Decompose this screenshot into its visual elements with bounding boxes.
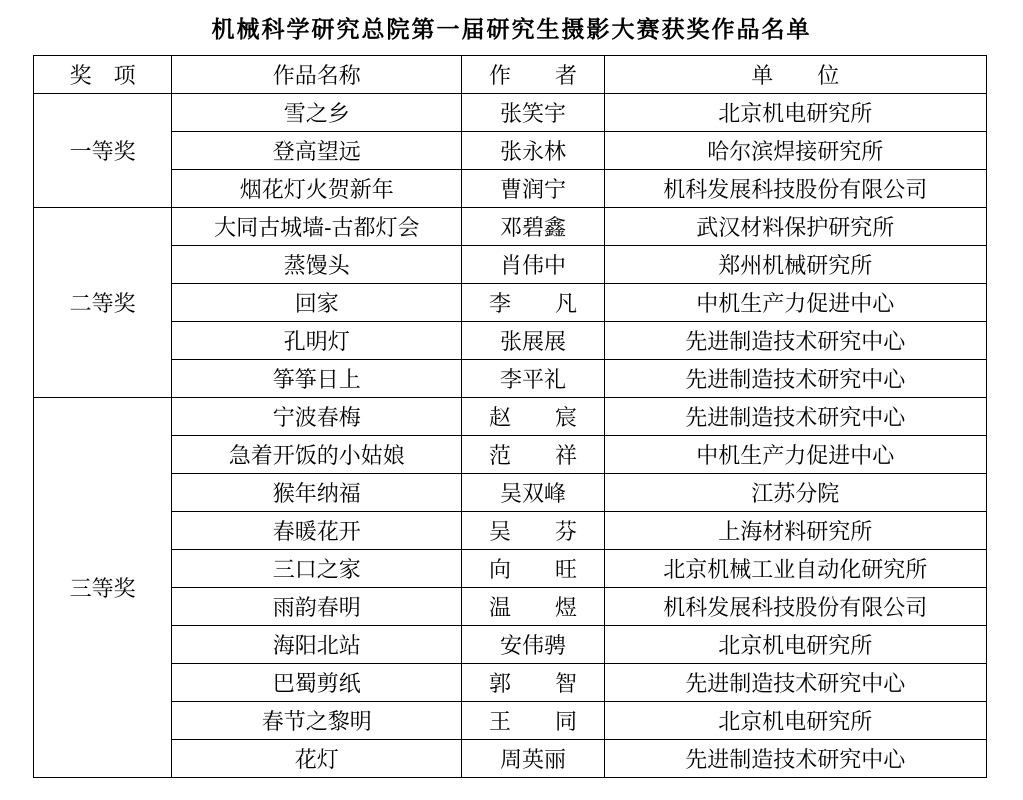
work-name: 花灯 bbox=[172, 740, 462, 778]
table-row bbox=[34, 284, 987, 322]
author-name: 温 煜 bbox=[462, 588, 604, 626]
work-name: 三口之家 bbox=[172, 550, 462, 588]
work-name: 海阳北站 bbox=[172, 626, 462, 664]
author-name: 肖伟中 bbox=[462, 246, 604, 284]
unit-name: 机科发展科技股份有限公司 bbox=[604, 588, 986, 626]
table-row bbox=[34, 246, 987, 284]
unit-name: 中机生产力促进中心 bbox=[604, 284, 986, 322]
author-name: 周英丽 bbox=[462, 740, 604, 778]
table-row bbox=[34, 436, 987, 474]
author-name: 邓碧鑫 bbox=[462, 208, 604, 246]
work-name: 登高望远 bbox=[172, 132, 462, 170]
unit-name: 北京机电研究所 bbox=[604, 94, 986, 132]
work-name: 孔明灯 bbox=[172, 322, 462, 360]
header-unit: 单 位 bbox=[604, 56, 986, 94]
author-name: 赵 宸 bbox=[462, 398, 604, 436]
unit-name: 先进制造技术研究中心 bbox=[604, 398, 986, 436]
unit-name: 郑州机械研究所 bbox=[604, 246, 986, 284]
author-name: 吴 芬 bbox=[462, 512, 604, 550]
table-header-row bbox=[34, 56, 987, 94]
work-name: 春节之黎明 bbox=[172, 702, 462, 740]
table-row bbox=[34, 626, 987, 664]
work-name: 雪之乡 bbox=[172, 94, 462, 132]
table-row bbox=[34, 740, 987, 778]
work-name: 筝筝日上 bbox=[172, 360, 462, 398]
award-level-first: 一等奖 bbox=[34, 94, 172, 208]
table-row bbox=[34, 208, 987, 246]
table-row bbox=[34, 322, 987, 360]
unit-name: 北京机械工业自动化研究所 bbox=[604, 550, 986, 588]
work-name: 雨韵春明 bbox=[172, 588, 462, 626]
table-row bbox=[34, 94, 987, 132]
author-name: 吴双峰 bbox=[462, 474, 604, 512]
author-name: 曹润宁 bbox=[462, 170, 604, 208]
award-level-second: 二等奖 bbox=[34, 208, 172, 398]
work-name: 烟花灯火贺新年 bbox=[172, 170, 462, 208]
author-name: 张笑宇 bbox=[462, 94, 604, 132]
table-row bbox=[34, 132, 987, 170]
work-name: 春暖花开 bbox=[172, 512, 462, 550]
work-name: 回家 bbox=[172, 284, 462, 322]
document-title: 机械科学研究总院第一届研究生摄影大赛获奖作品名单 bbox=[211, 16, 812, 43]
header-author: 作 者 bbox=[462, 56, 604, 94]
unit-name: 先进制造技术研究中心 bbox=[604, 664, 986, 702]
unit-name: 北京机电研究所 bbox=[604, 702, 986, 740]
header-work-name: 作品名称 bbox=[172, 56, 462, 94]
author-name: 李平礼 bbox=[462, 360, 604, 398]
author-name: 张永林 bbox=[462, 132, 604, 170]
work-name: 巴蜀剪纸 bbox=[172, 664, 462, 702]
table-row bbox=[34, 702, 987, 740]
table-row bbox=[34, 360, 987, 398]
table-row bbox=[34, 512, 987, 550]
table-row bbox=[34, 170, 987, 208]
table-row bbox=[34, 588, 987, 626]
work-name: 蒸馒头 bbox=[172, 246, 462, 284]
table-row bbox=[34, 398, 987, 436]
unit-name: 江苏分院 bbox=[604, 474, 986, 512]
header-award: 奖 项 bbox=[34, 56, 172, 94]
author-name: 向 旺 bbox=[462, 550, 604, 588]
work-name: 急着开饭的小姑娘 bbox=[172, 436, 462, 474]
work-name: 大同古城墙-古都灯会 bbox=[172, 208, 462, 246]
award-level-third: 三等奖 bbox=[34, 398, 172, 778]
unit-name: 武汉材料保护研究所 bbox=[604, 208, 986, 246]
unit-name: 先进制造技术研究中心 bbox=[604, 322, 986, 360]
work-name: 猴年纳福 bbox=[172, 474, 462, 512]
unit-name: 中机生产力促进中心 bbox=[604, 436, 986, 474]
unit-name: 哈尔滨焊接研究所 bbox=[604, 132, 986, 170]
table-row bbox=[34, 474, 987, 512]
unit-name: 先进制造技术研究中心 bbox=[604, 360, 986, 398]
author-name: 安伟骋 bbox=[462, 626, 604, 664]
award-list-table bbox=[33, 55, 987, 778]
author-name: 李 凡 bbox=[462, 284, 604, 322]
table-row bbox=[34, 550, 987, 588]
author-name: 范 祥 bbox=[462, 436, 604, 474]
unit-name: 北京机电研究所 bbox=[604, 626, 986, 664]
author-name: 王 同 bbox=[462, 702, 604, 740]
unit-name: 上海材料研究所 bbox=[604, 512, 986, 550]
unit-name: 先进制造技术研究中心 bbox=[604, 740, 986, 778]
author-name: 张展展 bbox=[462, 322, 604, 360]
author-name: 郭 智 bbox=[462, 664, 604, 702]
table-row bbox=[34, 664, 987, 702]
work-name: 宁波春梅 bbox=[172, 398, 462, 436]
unit-name: 机科发展科技股份有限公司 bbox=[604, 170, 986, 208]
